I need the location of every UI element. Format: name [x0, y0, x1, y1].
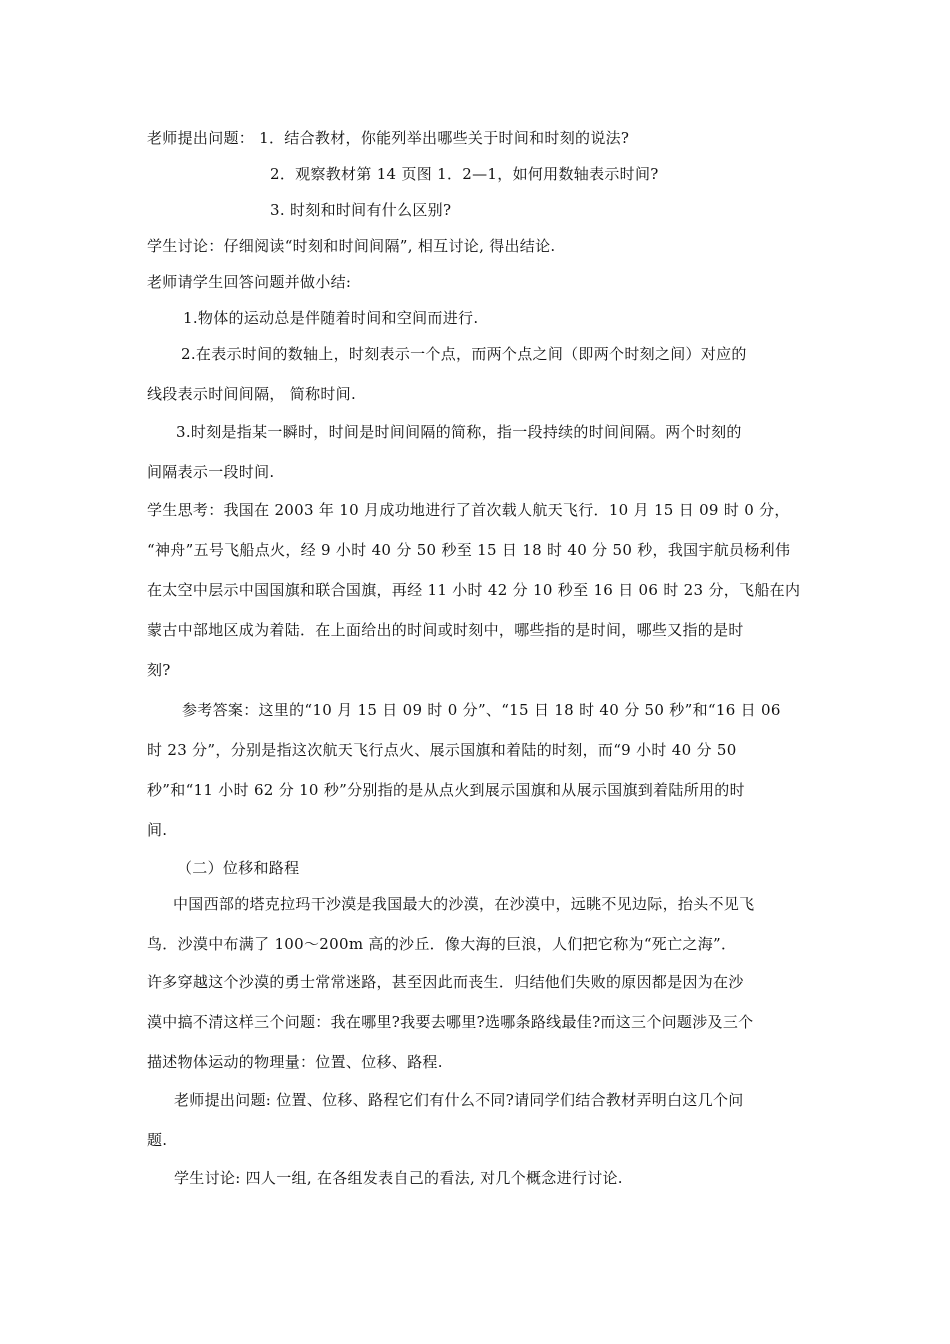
reference-answer-line-2: 时 23 分”，分别是指这次航天飞行点火、展示国旗和着陆的时刻，而“9 小时 40 分 50 — [147, 741, 737, 759]
teacher-question-1: 老师提出问题： 1．结合教材，你能列举出哪些关于时间和时刻的说法? — [147, 129, 630, 147]
desert-paragraph-line-5: 描述物体运动的物理量：位置、位移、路程. — [147, 1053, 443, 1071]
teacher-question-4-line-2: 题. — [147, 1131, 168, 1149]
teacher-question-2: 2．观察教材第 14 页图 1．2—1，如何用数轴表示时间? — [270, 165, 659, 183]
summary-point-1: 1.物体的运动总是伴随着时间和空间而进行. — [183, 309, 479, 327]
student-thinking-line-1: 学生思考：我国在 2003 年 10 月成功地进行了首次载人航天飞行．10 月 15 日 09 时 0 分， — [147, 501, 790, 519]
section-heading-displacement: （二）位移和路程 — [177, 859, 300, 877]
summary-point-3-line-2: 间隔表示一段时间. — [147, 463, 275, 481]
desert-paragraph-line-4: 漠中搞不清这样三个问题：我在哪里?我要去哪里?选哪条路线最佳?而这三个问题涉及三个 — [147, 1013, 754, 1031]
student-thinking-line-4: 蒙古中部地区成为着陆．在上面给出的时间或时刻中，哪些指的是时间，哪些又指的是时 — [147, 621, 744, 639]
reference-answer-line-4: 间. — [147, 821, 168, 839]
student-thinking-line-2: “神舟”五号飞船点火，经 9 小时 40 分 50 秒至 15 日 18 时 40 分 50 秒，我国宇航员杨利伟 — [147, 541, 791, 559]
student-discussion-2: 学生讨论: 四人一组, 在各组发表自己的看法, 对几个概念进行讨论. — [174, 1169, 623, 1187]
teacher-question-4-line-1: 老师提出问题: 位置、位移、路程它们有什么不同?请同学们结合教材弄明白这几个问 — [174, 1091, 744, 1109]
desert-paragraph-line-3: 许多穿越这个沙漠的勇士常常迷路，甚至因此而丧生．归结他们失败的原因都是因为在沙 — [147, 973, 744, 991]
reference-answer-line-3: 秒”和“11 小时 62 分 10 秒”分别指的是从点火到展示国旗和从展示国旗到着陆所用的时 — [147, 781, 745, 799]
summary-point-2-line-2: 线段表示时间间隔， 简称时间. — [147, 385, 357, 403]
desert-paragraph-line-2: 鸟．沙漠中布满了 100～200m 高的沙丘．像大海的巨浪，人们把它称为“死亡之海”． — [147, 935, 737, 953]
desert-paragraph-line-1: 中国西部的塔克拉玛干沙漠是我国最大的沙漠，在沙漠中，远眺不见边际，抬头不见飞 — [173, 895, 755, 913]
teacher-summary-intro: 老师请学生回答问题并做小结: — [147, 273, 352, 291]
summary-point-3-line-1: 3.时刻是指某一瞬时，时间是时间间隔的简称，指一段持续的时间间隔。两个时刻的 — [176, 423, 742, 441]
student-thinking-line-3: 在太空中层示中国国旗和联合国旗，再经 11 小时 42 分 10 秒至 16 日 06 时 23 分，飞船在内 — [147, 581, 801, 599]
teacher-question-3: 3. 时刻和时间有什么区别? — [270, 201, 452, 219]
summary-point-2-line-1: 2.在表示时间的数轴上，时刻表示一个点，而两个点之间（即两个时刻之间）对应的 — [181, 345, 747, 363]
student-discussion-1: 学生讨论：仔细阅读“时刻和时间间隔”, 相互讨论, 得出结论. — [147, 237, 556, 255]
student-thinking-line-5: 刻? — [147, 661, 171, 679]
reference-answer-line-1: 参考答案：这里的“10 月 15 日 09 时 0 分”、“15 日 18 时 40 分 50 秒”和“16 日 06 — [182, 701, 781, 719]
